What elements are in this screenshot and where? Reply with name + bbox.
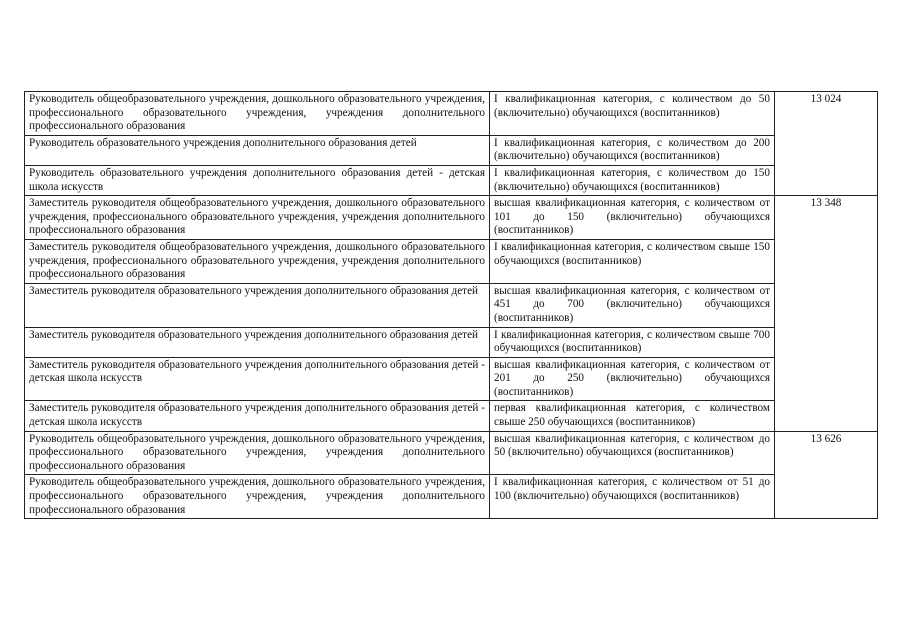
salary-cell: 13 348 [775,196,878,432]
position-cell: Заместитель руководителя образовательного учреждения дополнительного образования детей [25,327,490,357]
category-cell: высшая квалификационная категория, с количеством от 101 до 150 (включительно) обучающихся (воспитанников) [490,196,775,240]
position-cell: Заместитель руководителя общеобразовательного учреждения, дошкольного образовательного учреждения, профессионального образовательного учреждения, учреждения дополнительного профессионального образования [25,239,490,283]
category-cell: I квалификационная категория, с количеством свыше 700 обучающихся (воспитанников) [490,327,775,357]
table-row [25,165,878,195]
category-cell: I квалификационная категория, с количеством от 51 до 100 (включительно) обучающихся (воспитанников) [490,475,775,519]
table-row [25,239,878,283]
position-cell: Заместитель руководителя образовательного учреждения дополнительного образования детей - детская школа искусств [25,357,490,401]
position-cell: Руководитель образовательного учреждения дополнительного образования детей [25,135,490,165]
table-row [25,475,878,519]
position-cell: Руководитель общеобразовательного учреждения, дошкольного образовательного учреждения, профессионального образовательного учреждения, учреждения дополнительного профессионального образования [25,431,490,475]
category-cell: высшая квалификационная категория, с количеством от 201 до 250 (включительно) обучающихся (воспитанников) [490,357,775,401]
category-cell: I квалификационная категория, с количеством свыше 150 обучающихся (воспитанников) [490,239,775,283]
table-row [25,431,878,475]
table-row [25,92,878,136]
position-cell: Руководитель общеобразовательного учреждения, дошкольного образовательного учреждения, профессионального образовательного учреждения, учреждения дополнительного профессионального образования [25,92,490,136]
category-cell: I квалификационная категория, с количеством до 150 (включительно) обучающихся (воспитанников) [490,165,775,195]
category-cell: I квалификационная категория, с количеством до 50 (включительно) обучающихся (воспитанников) [490,92,775,136]
position-cell: Заместитель руководителя общеобразовательного учреждения, дошкольного образовательного учреждения, профессионального образовательного учреждения, учреждения дополнительного профессионального образования [25,196,490,240]
category-cell: первая квалификационная категория, с количеством свыше 250 обучающихся (воспитанников) [490,401,775,431]
category-cell: высшая квалификационная категория, с количеством от 451 до 700 (включительно) обучающихся (воспитанников) [490,283,775,327]
table-row [25,135,878,165]
salary-cell: 13 024 [775,92,878,196]
category-cell: высшая квалификационная категория, с количеством до 50 (включительно) обучающихся (воспитанников) [490,431,775,475]
table-row [25,327,878,357]
salary-table [24,91,878,519]
table-row [25,401,878,431]
position-cell: Заместитель руководителя образовательного учреждения дополнительного образования детей [25,283,490,327]
salary-cell: 13 626 [775,431,878,519]
category-cell: I квалификационная категория, с количеством до 200 (включительно) обучающихся (воспитанников) [490,135,775,165]
table-row [25,357,878,401]
position-cell: Руководитель образовательного учреждения дополнительного образования детей - детская школа искусств [25,165,490,195]
table-row [25,196,878,240]
table-row [25,283,878,327]
position-cell: Заместитель руководителя образовательного учреждения дополнительного образования детей - детская школа искусств [25,401,490,431]
position-cell: Руководитель общеобразовательного учреждения, дошкольного образовательного учреждения, профессионального образовательного учреждения, учреждения дополнительного профессионального образования [25,475,490,519]
